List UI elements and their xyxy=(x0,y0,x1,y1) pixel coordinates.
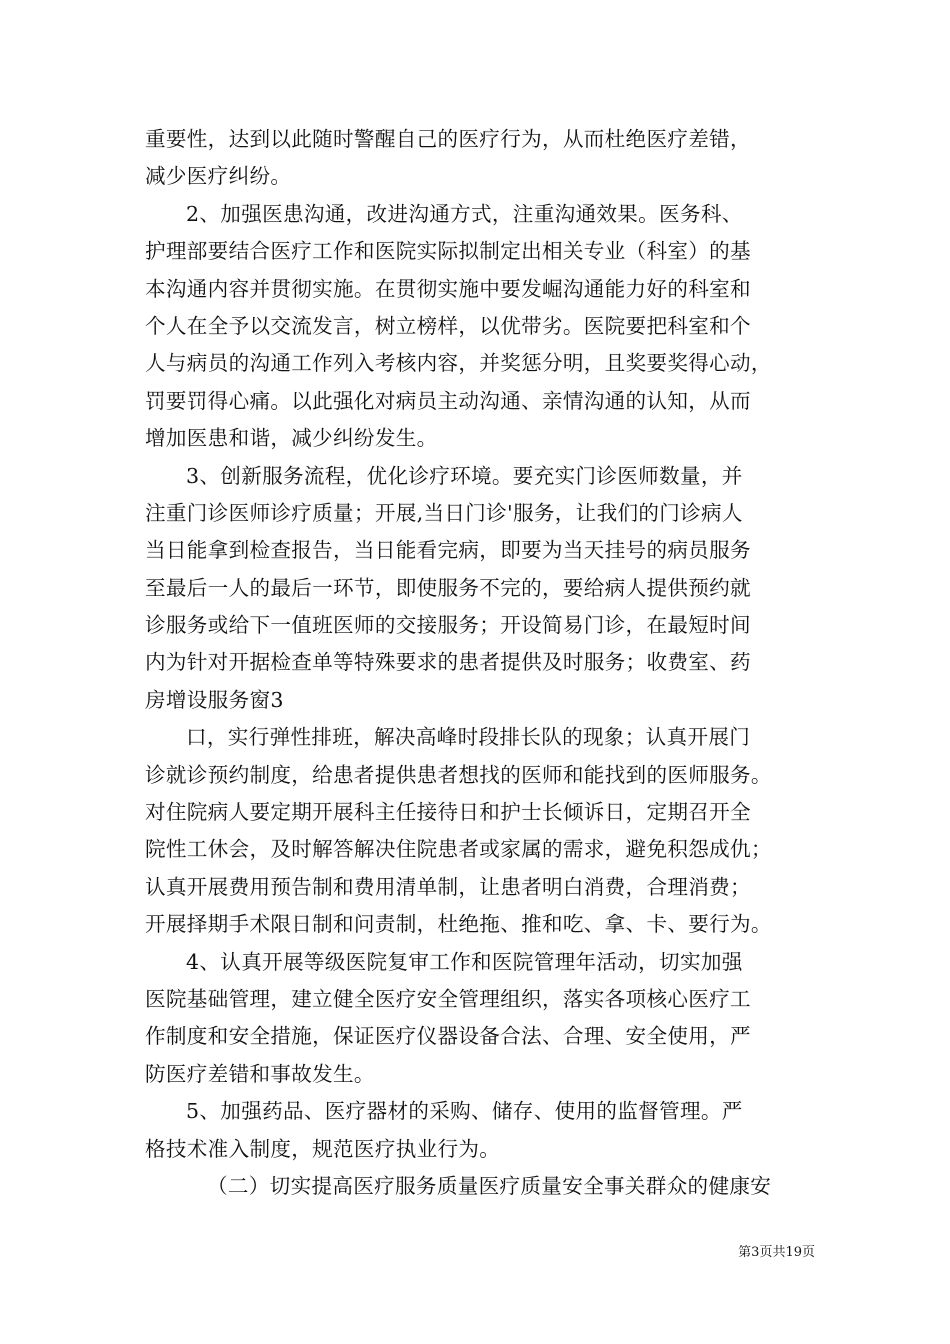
text-line: 人与病员的沟通工作列入考核内容，并奖惩分明，且奖要奖得心动， xyxy=(145,351,772,376)
text-line: 防医疗差错和事故发生。 xyxy=(145,1061,375,1086)
text-line: 本沟通内容并贯彻实施。在贯彻实施中要发崛沟通能力好的科室和 xyxy=(145,276,751,301)
text-line: 罚要罚得心痛。以此强化对病员主动沟通、亲情沟通的认知，从而 xyxy=(145,388,751,413)
text-line: 认真开展费用预告制和费用清单制，让患者明白消费，合理消费； xyxy=(145,874,751,899)
text-line: 重要性，达到以此随时警醒自己的医疗行为，从而杜绝医疗差错， xyxy=(145,127,751,151)
section-heading-line: （二）切实提高医疗服务质量医疗质量安全事关群众的健康安 xyxy=(207,1173,772,1198)
paragraph-start-line: 口，实行弹性排班，解决高峰时段排长队的现象；认真开展门 xyxy=(186,725,751,750)
text-line: 诊就诊预约制度，给患者提供患者想找的医师和能找到的医师服务。 xyxy=(145,762,772,787)
text-line: 至最后一人的最后一环节，即使服务不完的，要给病人提供预约就 xyxy=(145,575,751,600)
text-line: 格技术准入制度，规范医疗执业行为。 xyxy=(145,1136,501,1161)
text-line: 护理部要结合医疗工作和医院实际拟制定出相关专业（科室）的基 xyxy=(145,239,751,264)
paragraph-start-line: 2、加强医患沟通，改进沟通方式，注重沟通效果。医务科、 xyxy=(186,201,743,226)
text-line: 减少医疗纠纷。 xyxy=(145,164,292,189)
paragraph-start-line: 5、加强药品、医疗器材的采购、储存、使用的监督管理。严 xyxy=(186,1099,743,1124)
text-line: 作制度和安全措施，保证医疗仪器设备合法、合理、安全使用，严 xyxy=(145,1024,751,1049)
text-line: 开展择期手术限日制和问责制，杜绝拖、推和吃、拿、卡、要行为。 xyxy=(145,912,772,937)
text-line: 内为针对开据检查单等特殊要求的患者提供及时服务；收费室、药 xyxy=(145,650,751,675)
text-line: 个人在全予以交流发言，树立榜样，以优带劣。医院要把科室和个 xyxy=(145,313,751,338)
text-line: 院性工休会，及时解答解决住院患者或家属的需求，避免积怨成仇； xyxy=(145,837,772,862)
text-line: 房增设服务窗3 xyxy=(145,687,284,712)
text-line: 对住院病人要定期开展科主任接待日和护士长倾诉日，定期召开全 xyxy=(145,800,751,825)
document-body xyxy=(145,121,817,1205)
text-line: 诊服务或给下一值班医师的交接服务；开设简易门诊，在最短时间 xyxy=(145,613,751,638)
text-line: 当日能拿到检查报告，当日能看完病，即要为当天挂号的病员服务 xyxy=(145,538,751,563)
text-line: 医院基础管理，建立健全医疗安全管理组织，落实各项核心医疗工 xyxy=(145,986,751,1011)
paragraph-start-line: 3、创新服务流程，优化诊疗环境。要充实门诊医师数量，并 xyxy=(186,463,743,488)
text-line: 注重门诊医师诊疗质量；开展,当日门诊'服务，让我们的门诊病人 xyxy=(145,500,743,525)
text-line: 增加医患和谐，减少纠纷发生。 xyxy=(145,426,438,451)
paragraph-start-line: 4、认真开展等级医院复审工作和医院管理年活动，切实加强 xyxy=(186,949,743,974)
page-number-footer: 第3页共19页 xyxy=(738,1245,815,1260)
